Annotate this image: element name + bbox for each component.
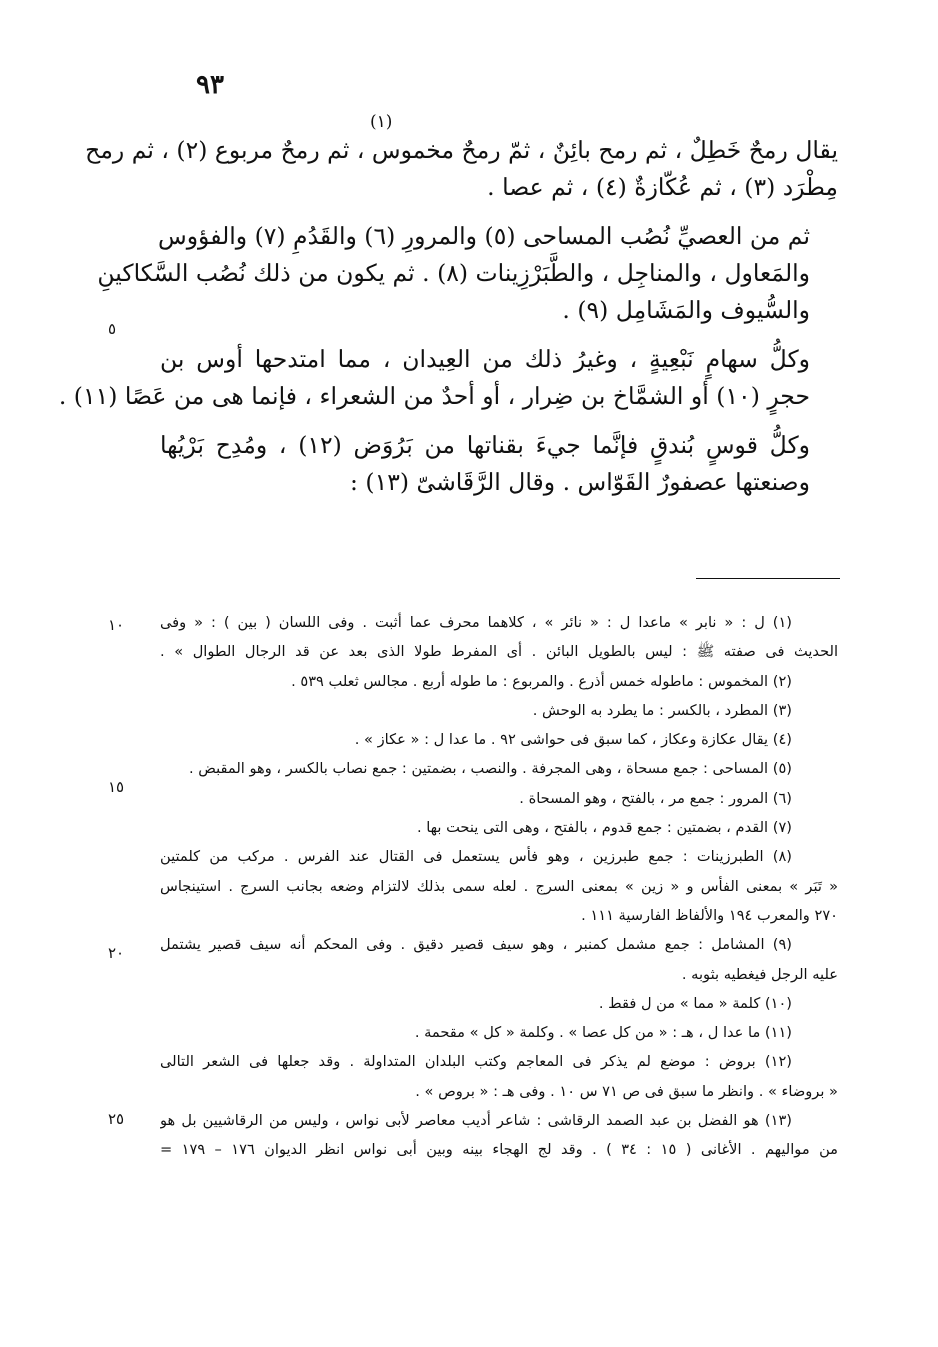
footnote-line: « تَبَر » بمعنى الفأس و « زين » بمعنى السرج . لعله سمى بذلك لالتزام وضعه بجانب السرج . استينجاس xyxy=(160,877,838,895)
footnote-line: (٩) المشامل : جمع مشمل كمنبر ، وهو سيف قصير دقيق . وفى المحكم أنه سيف قصير يشتمل xyxy=(160,936,792,954)
paragraph-1 xyxy=(85,112,838,206)
footnote-line: (١٠) كلمة « مما » من ل فقط . xyxy=(598,994,792,1012)
text-line: حجرٍ (١٠) أو الشمَّاخ بن ضِرار ، أو أحدٌ من الشعراء ، فإنما هى من عَصًا (١١) . xyxy=(58,382,810,410)
footnote-line: (٧) القدم ، بضمتين : جمع قدوم ، بالفتح ، وهى التى ينحت بها . xyxy=(416,819,792,837)
text-line: وكلُّ قوسٍ بُندقٍ فإنَّما جيءَ بقناتها من بَرُوَض (١٢) ، ومُدِح بَرْيُها xyxy=(160,431,810,459)
footnote-marker-1: (١) xyxy=(370,112,393,132)
footnote-line: (٥) المساحى : جمع مسحاة ، وهى المجرفة . والنصب ، بضمتين : جمع نصاب بالكسر ، وهو المقبض . xyxy=(188,760,792,778)
footnote-line: (١٢) بروض : موضع لم يذكر فى المعاجم وكتب البلدان المتداولة . وقد جعلها فى الشعر التالى xyxy=(160,1053,792,1071)
line-number-10: ١٠ xyxy=(108,616,125,634)
line-number-15: ١٥ xyxy=(108,778,125,796)
footnote-line: (٢) المخموس : ماطوله خمس أذرع . والمربوع : ما طوله أربع . مجالس ثعلب ٥٣٩ . xyxy=(291,672,792,690)
footnote-line: عليه الرجل فيغطيه بثوبه . xyxy=(681,965,838,983)
footnote-line: (٤) يقال عكازة وعكاز ، كما سبق فى حواشى ٩٢ . ما عدا ل : « عكاز » . xyxy=(354,731,792,749)
footnote-line: (١١) ما عدا ل ، هـ : « من كل عصا » . وكلمة « كل » مقحمة . xyxy=(414,1024,792,1042)
footnote-line: (١) ل : « نابر » ماعدا ل : « نائر » ، كلاهما محرف عما أثبت . وفى اللسان ( بين ) : « وفى xyxy=(160,614,792,631)
footnotes xyxy=(160,608,838,1165)
main-text xyxy=(58,112,838,513)
footnote-line: (٦) المرور : جمع مر ، بالفتح ، وهو المسحاة . xyxy=(519,789,792,807)
text-line: والسُّيوف والمَشَامِل (٩) . xyxy=(562,296,810,324)
footnote-line: (١٣) هو الفضل بن عبد الصمد الرقاشى : شاعر أديب معاصر لأبى نواس ، وليس من الرقاشيين بل هو xyxy=(160,1112,792,1130)
line-number-5: ٥ xyxy=(108,320,117,338)
footnote-line: « بروضاء » . وانظر ما سبق فى ص ٧١ س ١٠ . وفى هـ : « بروص » . xyxy=(415,1082,838,1100)
page-number: ٩٣ xyxy=(196,70,224,100)
footnote-separator xyxy=(696,578,840,579)
footnote-line: من مواليهم . الأغانى ( ١٥ : ٣٤ ) . وقد لج الهجاء بينه وبين أبى نواس انظر الديوان ١٧٦ – ١٧٩ = xyxy=(160,1141,838,1159)
paragraph-4 xyxy=(160,427,838,501)
footnote-line: (٣) المطرد ، بالكسر : ما يطرد به الوحش . xyxy=(532,701,792,719)
paragraph-2 xyxy=(97,218,838,329)
line-number-20: ٢٠ xyxy=(108,944,125,962)
footnote-line: الحديث فى صفته ﷺ : ليس بالطويل البائن . أى المفرط طولا الذى بعد عن قد الرجال الطوال » . xyxy=(160,643,838,661)
text-line: ثم من العصيِّ نُصُب المساحى (٥) والمرورِ (٦) والقَدُمِ (٧) والفؤوس xyxy=(158,222,810,250)
text-line: يقال رمحٌ خَطِلٌ ، ثم رمح بائِنٌ ، ثمّ رمحٌ مخموس ، ثم رمحٌ مربوع (٢) ، ثم رمح xyxy=(85,136,838,164)
text-line: والمَعاول ، والمناجِل ، والطَّبَرْزِينات (٨) . ثم يكون من ذلك نُصُب السَّكاكينِ xyxy=(97,259,810,287)
footnote-line: (٨) الطبرزينات : جمع طبرزين ، وهو فأس يستعمل فى القتال عند الفرس . مركب من كلمتين xyxy=(160,848,792,866)
text-line: وكلُّ سهامٍ نَبْعِيةٍ ، وغيرُ ذلك من العِيدان ، مما امتدحها أوس بن xyxy=(160,345,810,373)
line-number-25: ٢٥ xyxy=(108,1110,125,1128)
paragraph-3 xyxy=(58,341,838,415)
text-line: وصنعتها عصفورٌ القَوّاس . وقال الرَّقَاشىّ (١٣) : xyxy=(350,468,810,496)
text-line: مِطْرَد (٣) ، ثم عُكّازةٌ (٤) ، ثم عصا . xyxy=(487,173,838,201)
footnote-line: ٢٧٠ والمعرب ١٩٤ والألفاظ الفارسية ١١١ . xyxy=(581,906,838,924)
